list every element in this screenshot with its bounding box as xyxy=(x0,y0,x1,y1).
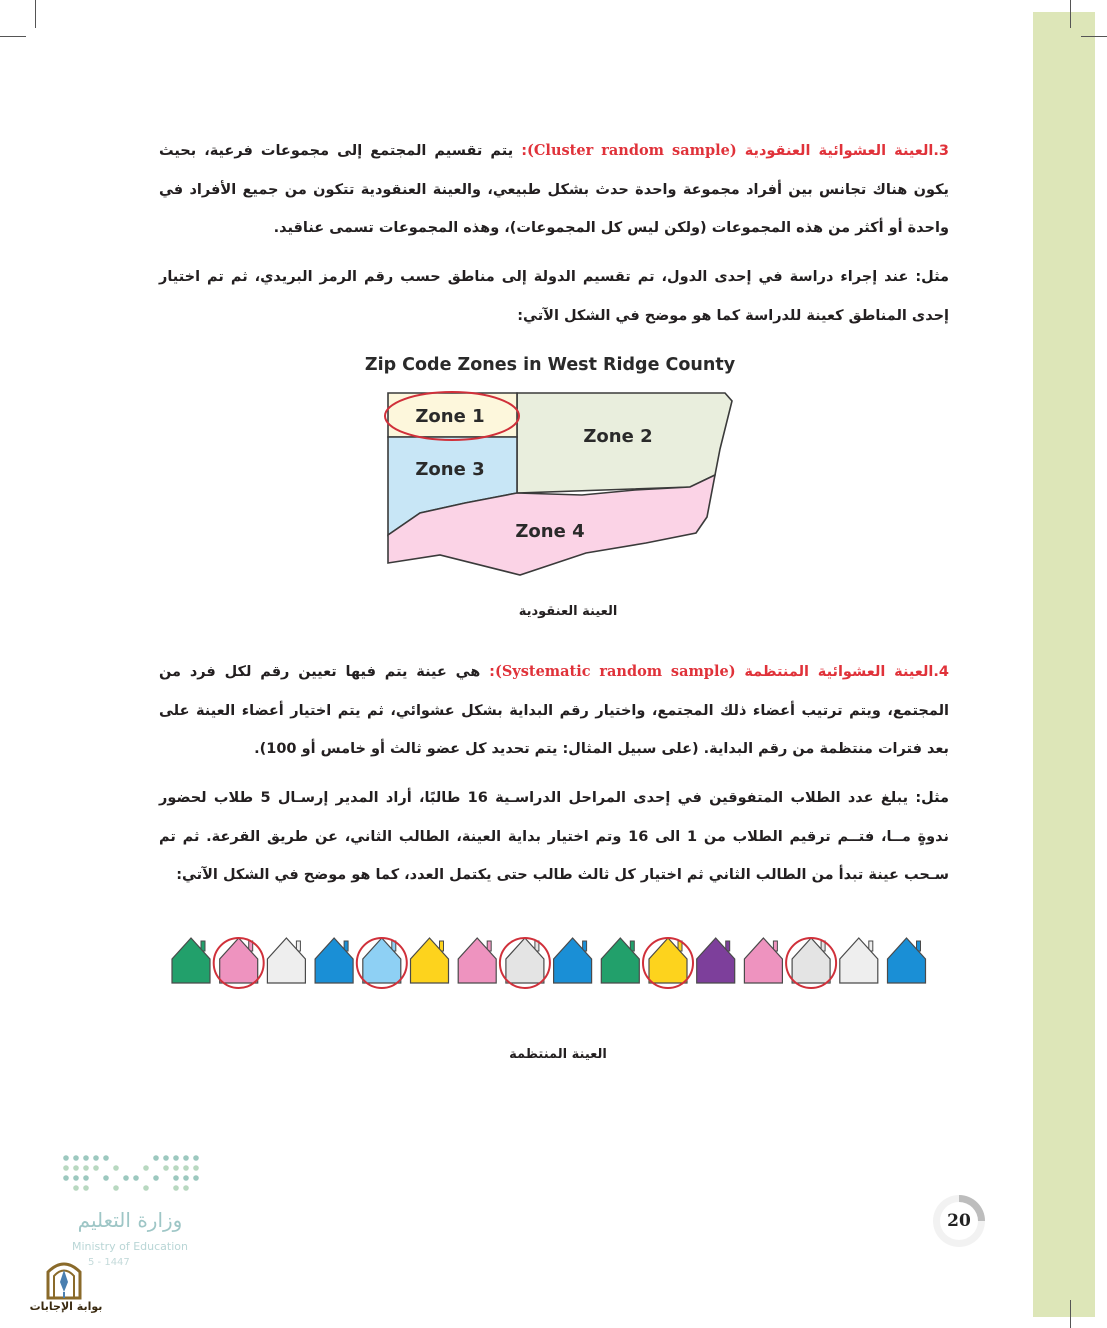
house-icon xyxy=(458,938,496,983)
page-number: 20 xyxy=(947,1211,971,1231)
house-icon xyxy=(697,938,735,983)
zone-3-label: Zone 3 xyxy=(415,459,485,480)
example2-paragraph xyxy=(159,779,949,895)
cluster-sample-caption: العينة العنقودية xyxy=(518,604,618,619)
house-icon xyxy=(411,938,449,983)
students-houses-row xyxy=(160,925,950,1005)
map-title: Zip Code Zones in West Ridge County xyxy=(364,355,736,375)
crop-mark xyxy=(0,36,26,37)
zone-1-label: Zone 1 xyxy=(415,406,485,427)
house-icon xyxy=(357,938,407,988)
house-icon xyxy=(840,938,878,983)
section3-english-term: (Cluster random sample) xyxy=(527,142,737,159)
section3-colon: : xyxy=(521,143,528,159)
section3-title: العينة العشوائية العنقودية xyxy=(744,143,934,159)
section4-number: 4. xyxy=(933,664,949,680)
section4-english-term: (Systematic random sample) xyxy=(494,663,736,680)
section3-body: يتم تقسيم المجتمع إلى مجموعات فرعية، بحيث يكون هناك تجانس بين أفراد مجموعة واحدة حدث بشكل طبيعي، والعينة العنقودية تتكون من جميع الأفراد في واحدة أو أكثر من هذه المجموعات (ولكن ليس كل المجموعات)، وهذه المجموعات تسمى عناقيد. xyxy=(159,143,949,236)
section4-body: هي عينة يتم فيها تعيين رقم لكل فرد من المجتمع، ويتم ترتيب أعضاء ذلك المجتمع، واختيار رقم البداية بشكل عشوائي، ثم يتم اختيار أعضاء العينة على بعد فترات منتظمة من رقم البداية. (على سبيل المثال: يتم تحديد كل عضو ثالث أو خامس أو 100). xyxy=(159,664,949,757)
zone-2-label: Zone 2 xyxy=(583,426,653,447)
crop-mark xyxy=(1070,0,1071,28)
house-icon xyxy=(643,938,693,988)
section4-title: العينة العشوائية المنتظمة xyxy=(744,664,934,680)
example1-text: عند إجراء دراسة في إحدى الدول، تم تقسيم الدولة إلى مناطق حسب رقم الرمز البريدي، ثم تم اختيار إحدى المناطق كعينة للدراسة كما هو موضح في الشكل الآتي: xyxy=(159,269,949,324)
house-icon xyxy=(500,938,550,988)
page-number-badge xyxy=(931,1193,987,1249)
house-icon xyxy=(888,938,926,983)
house-icon xyxy=(315,938,353,983)
example2-label: مثل: xyxy=(915,790,949,806)
crop-mark xyxy=(35,0,36,28)
systematic-sample-caption: العينة المنتظمة xyxy=(509,1047,607,1062)
section3-paragraph xyxy=(159,132,949,248)
house-icon xyxy=(214,938,264,988)
crop-mark xyxy=(1070,1300,1071,1328)
house-icon xyxy=(267,938,305,983)
zip-code-map xyxy=(370,385,750,590)
section4-colon: : xyxy=(489,664,495,680)
house-icon xyxy=(601,938,639,983)
section4-paragraph xyxy=(159,653,949,769)
house-icon xyxy=(554,938,592,983)
house-icon xyxy=(744,938,782,983)
ministry-name-english: Ministry of Education xyxy=(71,1240,188,1253)
house-icon xyxy=(172,938,210,983)
example1-paragraph xyxy=(159,258,949,335)
zone-4-label: Zone 4 xyxy=(515,521,585,542)
answers-portal-name: بوابة الإجابات xyxy=(29,1300,103,1313)
ministry-name-arabic: وزارة التعليم xyxy=(77,1208,183,1232)
ministry-logo-dots-icon xyxy=(58,1150,208,1200)
answers-portal-logo-icon xyxy=(44,1256,84,1300)
crop-mark xyxy=(1081,36,1107,37)
section3-number: 3. xyxy=(933,143,949,159)
edition-year: 5 - 1447 xyxy=(88,1257,130,1268)
side-color-strip xyxy=(1033,12,1095,1317)
example1-label: مثل: xyxy=(915,269,949,285)
example2-text: يبلغ عدد الطلاب المتفوقين في إحدى المراحل الدراسـية 16 طالبًا، أراد المدير إرسـال 5 طلاب لحضور ندوةٍ مــا، فتــم ترقيم الطلاب من 1 الى 16 وتم اختيار بداية العينة، الطالب الثاني، عن طريق القرعة. ثم تم سـحب عينة تبدأ من الطالب الثاني ثم اختيار كل ثالث طالب حتى يكتمل العدد، كما هو موضح في الشكل الآتي: xyxy=(159,790,949,883)
house-icon xyxy=(786,938,836,988)
